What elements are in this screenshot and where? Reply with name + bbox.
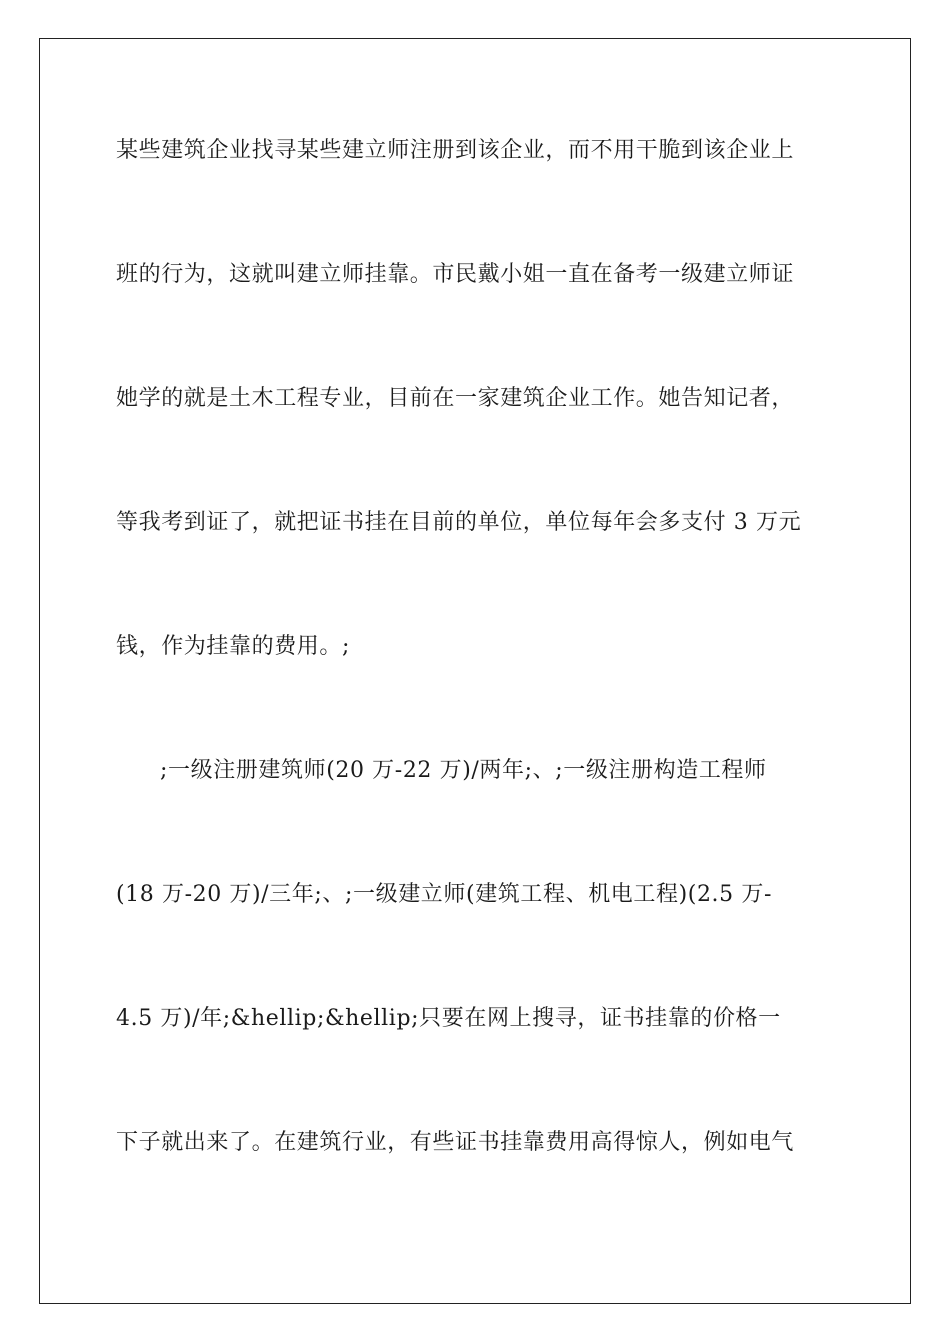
body-text-line: 某些建筑企业找寻某些建立师注册到该企业，而不用干脆到该企业上 <box>116 138 795 163</box>
body-text-line: (18 万-20 万)/三年;、;一级建立师(建筑工程、机电工程)(2.5 万- <box>116 882 772 907</box>
body-text-line: ;一级注册建筑师(20 万-22 万)/两年;、;一级注册构造工程师 <box>160 758 767 783</box>
body-text-line: 等我考到证了，就把证书挂在目前的单位，单位每年会多支付 3 万元 <box>116 510 802 535</box>
body-text-line: 下子就出来了。在建筑行业，有些证书挂靠费用高得惊人，例如电气 <box>116 1130 795 1155</box>
body-text-line: 钱，作为挂靠的费用。; <box>116 634 351 659</box>
body-text-line: 班的行为，这就叫建立师挂靠。市民戴小姐一直在备考一级建立师证 <box>116 262 795 287</box>
body-text-line: 4.5 万)/年;&hellip;&hellip;只要在网上搜寻，证书挂靠的价格一 <box>116 1006 781 1031</box>
body-text-line: 她学的就是土木工程专业，目前在一家建筑企业工作。她告知记者， <box>116 386 795 411</box>
page-border <box>39 38 911 1304</box>
